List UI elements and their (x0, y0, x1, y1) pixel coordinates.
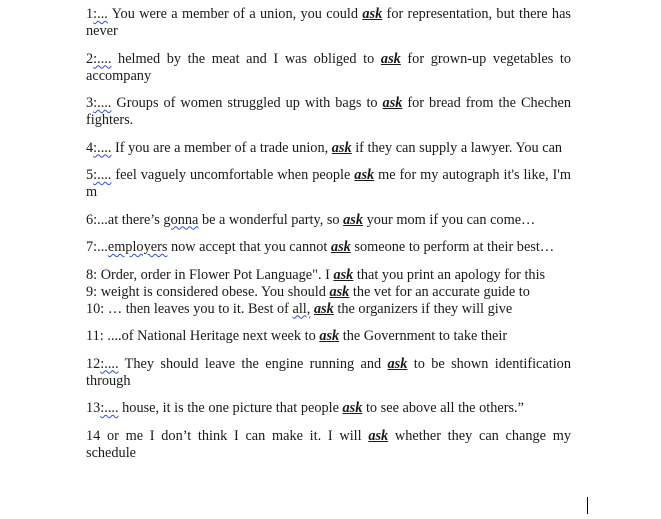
line-text: 11: ....of National Heritage next week to (86, 328, 320, 344)
line-text: someone to perform at their best… (350, 239, 555, 255)
text-cursor (587, 497, 588, 514)
line-text: 10: … then leaves you to it. Best of (86, 300, 293, 317)
line-text: for representation, but there has never (86, 6, 571, 39)
line-text: If you are a member of a trade union, (111, 139, 332, 156)
spellcheck-flagged-text: :... (93, 6, 108, 22)
line-text: to see above all the others.” (362, 400, 524, 416)
line-text: house, it is the one picture that people (118, 400, 343, 416)
concordance-line-5 (86, 167, 571, 201)
line-text: Groups of women struggled up with bags to (111, 95, 383, 111)
concordance-line-11 (86, 328, 571, 345)
line-text: that you print an apology for this (353, 266, 546, 283)
spellcheck-flagged-text: :.... (100, 355, 119, 372)
line-text: for grown-up vegetables to accompany (86, 50, 571, 84)
spellcheck-flagged-text: :.... (93, 50, 112, 67)
line-text: 9: weight is considered obese. You should (86, 283, 330, 300)
line-text: You were a member of a union, you could (107, 6, 363, 22)
line-text: to be shown identification through (86, 355, 571, 389)
keyword-ask: ask (319, 328, 340, 344)
line-text: 14 or me I don’t think I can make it. I will (86, 427, 369, 444)
line-text: the organizers if they will give (333, 300, 513, 317)
keyword-ask: ask (333, 266, 354, 283)
keyword-ask: ask (343, 211, 364, 228)
line-text: the Government to take their (339, 328, 508, 344)
concordance-line-13 (86, 400, 571, 417)
line-text: 1 (86, 6, 94, 22)
concordance-line-1 (86, 6, 571, 40)
spellcheck-flagged-text: all, (292, 300, 311, 317)
line-text: helmed by the meat and I was obliged to (111, 50, 381, 67)
line-text: 5 (86, 167, 94, 183)
line-text: the vet for an accurate guide to (349, 283, 530, 300)
concordance-line-6 (86, 212, 571, 229)
line-text: me for my autograph it's like, I'm m (86, 167, 571, 200)
spellcheck-flagged-text: :.... (93, 167, 112, 183)
spellcheck-flagged-text: :.... (93, 139, 112, 156)
concordance-line-4 (86, 140, 571, 157)
keyword-ask: ask (380, 50, 401, 67)
line-text: 6:...at there’s (86, 211, 164, 228)
spellcheck-flagged-text: gonna (163, 211, 199, 228)
line-text: for bread from the Chechen fighters. (86, 95, 571, 128)
keyword-ask: ask (382, 95, 403, 111)
line-text: feel vaguely uncomfortable when people (111, 167, 355, 183)
line-text: 2 (86, 50, 94, 67)
line-text: 13 (86, 400, 101, 416)
spellcheck-flagged-text: :.... (93, 95, 112, 111)
line-text: if they can supply a lawyer. You can (351, 139, 563, 156)
keyword-ask: ask (362, 6, 383, 22)
keyword-ask: ask (313, 300, 334, 317)
document-body (86, 6, 571, 472)
line-text: 3 (86, 95, 94, 111)
concordance-line-10 (86, 301, 571, 318)
keyword-ask: ask (368, 427, 389, 444)
line-text: your mom if you can come… (363, 211, 536, 228)
concordance-line-3 (86, 95, 571, 129)
concordance-line-12 (86, 356, 571, 390)
concordance-line-8 (86, 267, 571, 284)
spellcheck-flagged-text: employers (107, 239, 168, 255)
line-text: be a wonderful party, so (198, 211, 344, 228)
spellcheck-flagged-text: :.... (100, 400, 119, 416)
concordance-line-2 (86, 51, 571, 85)
line-text: 4 (86, 139, 94, 156)
keyword-ask: ask (342, 400, 363, 416)
keyword-ask: ask (329, 283, 350, 300)
keyword-ask: ask (354, 167, 375, 183)
line-text: They should leave the engine running and (118, 355, 388, 372)
keyword-ask: ask (387, 355, 408, 372)
line-text: 8: Order, order in Flower Pot Language". I (86, 266, 334, 283)
concordance-line-7 (86, 239, 571, 256)
concordance-line-14 (86, 428, 571, 462)
keyword-ask: ask (331, 139, 352, 156)
line-text: whether they can change my schedule (86, 427, 571, 461)
concordance-line-9 (86, 284, 571, 301)
line-text: 12 (86, 355, 101, 372)
line-text: now accept that you cannot (167, 239, 331, 255)
keyword-ask: ask (330, 239, 351, 255)
line-text: 7:... (86, 239, 108, 255)
